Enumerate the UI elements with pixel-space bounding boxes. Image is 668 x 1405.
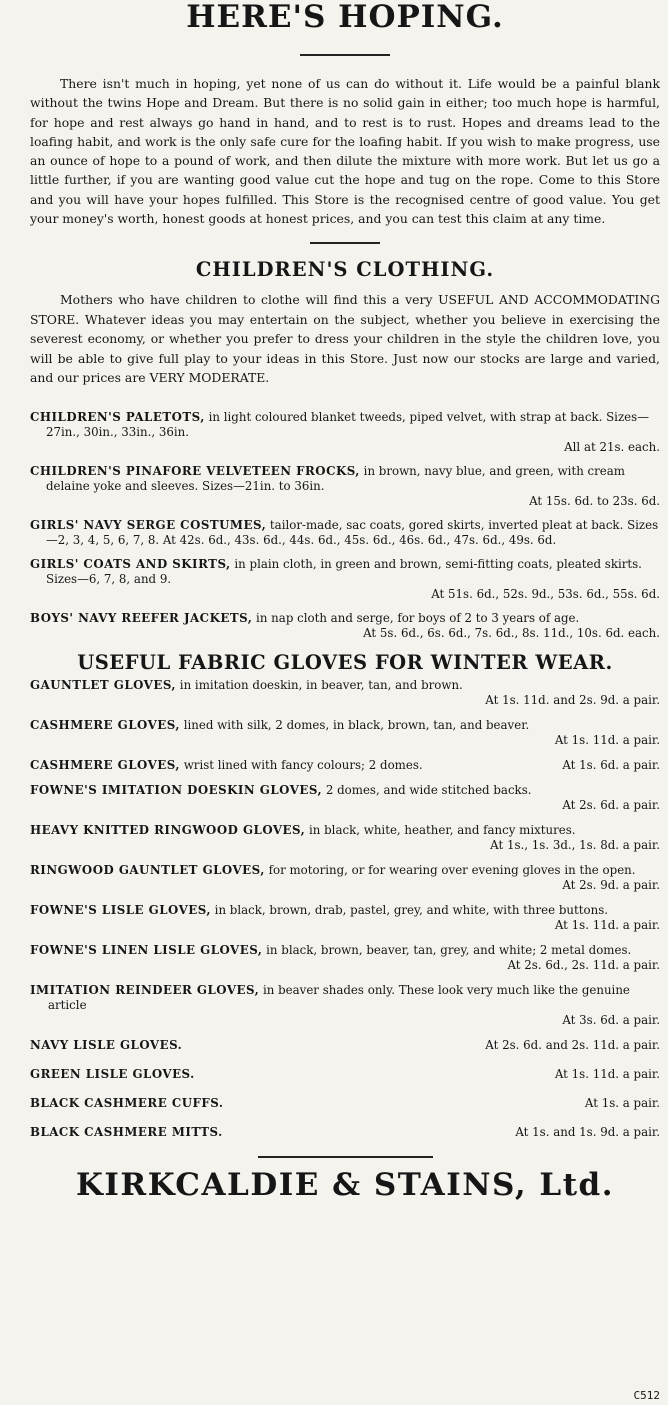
- item-price: At 2s. 6d. and 2s. 11d. a pair.: [485, 1037, 660, 1052]
- item-description: in black, white, heather, and fancy mixtures.: [305, 822, 576, 837]
- list-item: [30, 943, 660, 973]
- item-name: NAVY LISLE GLOVES.: [30, 1037, 183, 1052]
- item-name: BOYS' NAVY REEFER JACKETS,: [30, 610, 253, 625]
- item-name: CASHMERE GLOVES,: [30, 757, 180, 772]
- item-price: At 15s. 6d. to 23s. 6d.: [529, 493, 660, 508]
- list-item: [30, 783, 660, 813]
- item-description: in black, brown, beaver, tan, grey, and white; 2 metal domes.: [262, 942, 632, 957]
- item-price: At 1s. 6d. a pair.: [562, 757, 660, 772]
- item-price: At 51s. 6d., 52s. 9d., 53s. 6d., 55s. 6d.: [431, 586, 660, 601]
- item-price: All at 21s. each.: [564, 439, 660, 454]
- divider: [258, 1156, 433, 1158]
- list-item: [30, 611, 660, 641]
- list-item: [30, 718, 660, 748]
- item-name: FOWNE'S LINEN LISLE GLOVES,: [30, 942, 263, 957]
- item-price: At 2s. 6d. a pair.: [562, 797, 660, 812]
- list-item: [30, 410, 660, 455]
- item-name: GAUNTLET GLOVES,: [30, 677, 177, 692]
- list-item: [30, 518, 660, 548]
- item-description: tailor-made, sac coats, gored skirts, inverted pleat at back. Sizes—2, 3, 4, 5, 6, 7, 8. At 42s. 6d., 43s. 6d., 44s. 6d., 45s. 6d., 46s. 6d., 47s. 6d., 49s. 6d.: [46, 517, 659, 547]
- item-description: in nap cloth and serge, for boys of 2 to 3 years of age.: [252, 610, 580, 625]
- gloves-heading: USEFUL FABRIC GLOVES FOR WINTER WEAR.: [77, 650, 613, 674]
- item-price: At 1s. 11d. and 2s. 9d. a pair.: [485, 692, 660, 707]
- item-description: for motoring, or for wearing over evening gloves in the open.: [264, 862, 636, 877]
- item-description: in plain cloth, in green and brown, semi-fitting coats, pleated skirts. Sizes—6, 7, 8, and 9.: [46, 556, 642, 586]
- item-description: in beaver shades only. These look very much like the genuine article: [48, 982, 630, 1012]
- item-name: GIRLS' COATS AND SKIRTS,: [30, 556, 231, 571]
- item-name: BLACK CASHMERE MITTS.: [30, 1124, 223, 1139]
- item-price: At 2s. 6d., 2s. 11d. a pair.: [507, 957, 660, 972]
- list-item: [30, 1125, 660, 1140]
- list-item: [30, 678, 660, 708]
- item-name: GIRLS' NAVY SERGE COSTUMES,: [30, 517, 267, 532]
- item-price: At 2s. 9d. a pair.: [562, 877, 660, 892]
- item-price: At 1s., 1s. 3d., 1s. 8d. a pair.: [490, 837, 660, 852]
- item-price: At 1s. and 1s. 9d. a pair.: [515, 1124, 660, 1139]
- item-price: At 3s. 6d. a pair.: [562, 1012, 660, 1027]
- item-name: CHILDREN'S PINAFORE VELVETEEN FROCKS,: [30, 463, 360, 478]
- item-description: in brown, navy blue, and green, with cream delaine yoke and sleeves. Sizes—21in. to 36in.: [46, 463, 625, 493]
- item-name: BLACK CASHMERE CUFFS.: [30, 1095, 224, 1110]
- item-name: RINGWOOD GAUNTLET GLOVES,: [30, 862, 265, 877]
- item-name: CHILDREN'S PALETOTS,: [30, 409, 205, 424]
- children-items-list: [30, 410, 660, 641]
- glove-items-list: [30, 678, 660, 1028]
- list-item: [30, 1096, 660, 1111]
- item-description: in black, brown, drab, pastel, grey, and white, with three buttons.: [210, 902, 608, 917]
- list-item: [30, 758, 660, 773]
- children-clothing-paragraph: Mothers who have children to clothe will find this a very USEFUL AND ACCOMMODATING STORE. Whatever ideas you may entertain on the subject, whether you believe in exercising the severest economy, or whether you prefer to dress your children in the style the children love, you will be able to give full play to your ideas in this Store. Just now our stocks are large and varied, and our prices are VERY MODERATE.: [30, 292, 660, 386]
- short-items-list: [30, 1038, 660, 1140]
- page-title: HERE'S HOPING.: [186, 0, 504, 35]
- list-item: [30, 464, 660, 509]
- list-item: [30, 1067, 660, 1082]
- item-price: At 1s. 11d. a pair.: [554, 917, 660, 932]
- item-name: FOWNE'S IMITATION DOESKIN GLOVES,: [30, 782, 323, 797]
- item-description: in light coloured blanket tweeds, piped velvet, with strap at back. Sizes—27in., 30in., 33in., 36in.: [46, 409, 649, 439]
- item-price: At 1s. 11d. a pair.: [554, 732, 660, 747]
- item-name: GREEN LISLE GLOVES.: [30, 1066, 195, 1081]
- reference-code: C512: [633, 1389, 660, 1402]
- list-item: [30, 1038, 660, 1053]
- item-name: HEAVY KNITTED RINGWOOD GLOVES,: [30, 822, 306, 837]
- item-name: CASHMERE GLOVES,: [30, 717, 180, 732]
- item-name: FOWNE'S LISLE GLOVES,: [30, 902, 211, 917]
- divider: [300, 54, 390, 56]
- intro-paragraph: There isn't much in hoping, yet none of us can do without it. Life would be a painful blank without the twins Hope and Dream. But there is no solid gain in either; too much hope is harmful, for hope and rest always go hand in hand, and to rest is to rust. Hopes and dreams lead to the loafing habit, and work is the only safe cure for the loafing habit. If you wish to make progress, use an ounce of hope to a pound of work, and then dilute the mixture with more work. But let us go a little further, if you are wanting good value cut the hope and tug on the rope. Come to this Store and you will have your hopes fulfilled. This Store is the recognised centre of good value. You get your money's worth, honest goods at honest prices, and you can test this claim at any time.: [30, 76, 660, 227]
- children-clothing-heading: CHILDREN'S CLOTHING.: [195, 258, 495, 282]
- list-item: [30, 903, 660, 933]
- item-name: IMITATION REINDEER GLOVES,: [30, 982, 260, 997]
- item-price: At 1s. a pair.: [584, 1095, 660, 1110]
- item-description: lined with silk, 2 domes, in black, brown, tan, and beaver.: [179, 717, 530, 732]
- divider: [310, 242, 380, 244]
- store-name-footer: KIRKCALDIE & STAINS, Ltd.: [75, 1166, 615, 1203]
- list-item: [30, 863, 660, 893]
- item-price: At 1s. 11d. a pair.: [554, 1066, 660, 1081]
- list-item: [30, 983, 660, 1028]
- item-description: 2 domes, and wide stitched backs.: [322, 782, 532, 797]
- item-description: in imitation doeskin, in beaver, tan, and brown.: [176, 677, 463, 692]
- item-price: At 5s. 6d., 6s. 6d., 7s. 6d., 8s. 11d., 10s. 6d. each.: [363, 625, 660, 640]
- list-item: [30, 557, 660, 602]
- item-description: wrist lined with fancy colours; 2 domes.: [179, 757, 423, 772]
- list-item: [30, 823, 660, 853]
